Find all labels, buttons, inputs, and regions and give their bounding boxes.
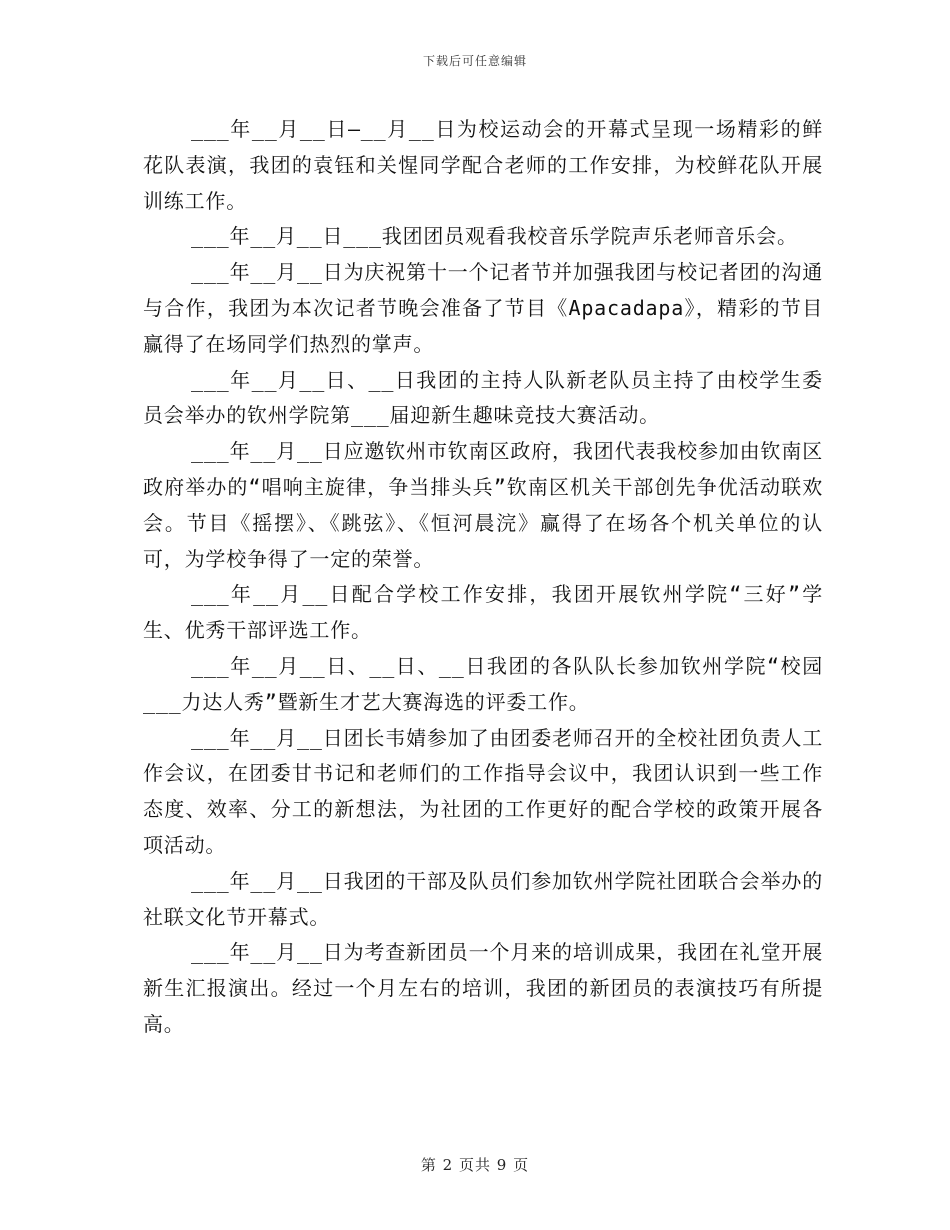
page-header: 下载后可任意编辑 <box>422 54 527 68</box>
paragraph: ___年__月__日、__日、__日我团的各队队长参加钦州学院“校园___力达人秀”暨新生才艺大赛海选的评委工作。 <box>143 653 823 714</box>
paragraph: ___年__月__日团长韦婧参加了由团委老师召开的全校社团负责人工作会议，在团委甘书记和老师们的工作指导会议中，我团认识到一些工作态度、效率、分工的新想法，为社团的工作更好的配合学校的政策开展各项活动。 <box>143 725 823 857</box>
paragraph: ___年__月__日配合学校工作安排，我团开展钦州学院“三好”学生、优秀干部评选工作。 <box>143 582 823 643</box>
paragraph: ___年__月__日为考查新团员一个月来的培训成果，我团在礼堂开展新生汇报演出。经过一个月左右的培训，我团的新团员的表演技巧有所提高。 <box>143 940 823 1036</box>
paragraph: ___年__月__日___我团团员观看我校音乐学院声乐老师音乐会。 <box>191 224 798 249</box>
paragraph: ___年__月__日应邀钦州市钦南区政府，我团代表我校参加由钦南区政府举办的“唱响主旋律，争当排头兵”钦南区机关干部创先争优活动联欢会。节目《摇摆》、《跳弦》、《恒河晨浣》赢得了在场各个机关单位的认可，为学校争得了一定的荣誉。 <box>143 439 823 571</box>
page-number: 第 2 页共 9 页 <box>420 1156 530 1174</box>
paragraph: ___年__月__日为庆祝第十一个记者节并加强我团与校记者团的沟通与合作，我团为本次记者节晚会准备了节目《Apacadapa》，精彩的节目赢得了在场同学们热烈的掌声。 <box>143 260 823 356</box>
document-body <box>143 112 823 1043</box>
paragraph: ___年__月__日—__月__日为校运动会的开幕式呈现一场精彩的鲜花队表演，我团的袁钰和关惺同学配合老师的工作安排，为校鲜花队开展训练工作。 <box>143 117 823 213</box>
paragraph: ___年__月__日、__日我团的主持人队新老队员主持了由校学生委员会举办的钦州学院第___届迎新生趣味竞技大赛活动。 <box>143 367 823 428</box>
paragraph: ___年__月__日我团的干部及队员们参加钦州学院社团联合会举办的社联文化节开幕式。 <box>143 868 823 929</box>
